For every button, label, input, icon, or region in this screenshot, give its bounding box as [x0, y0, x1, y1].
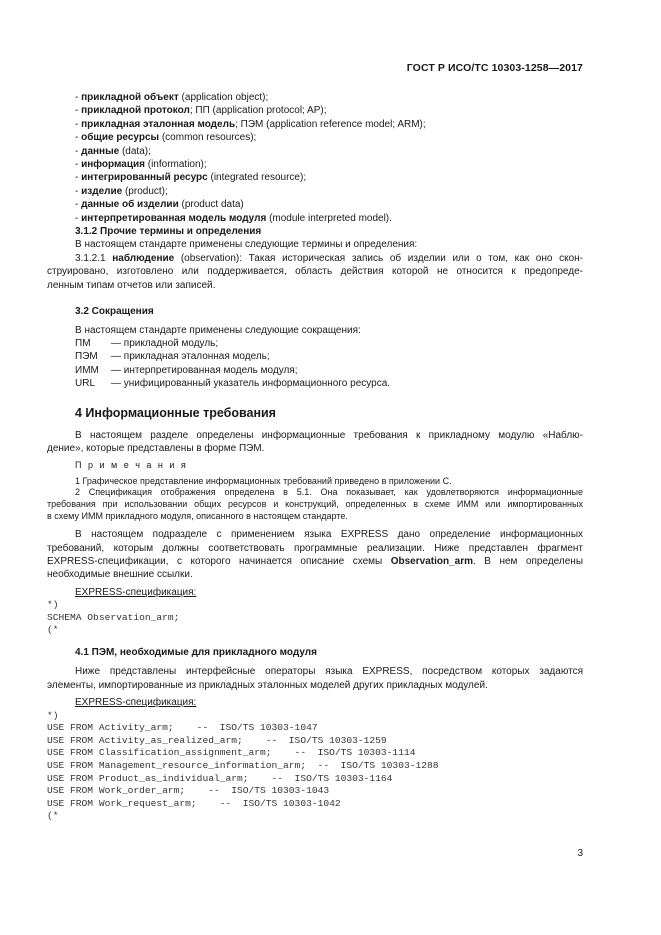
term-dash: - [75, 145, 82, 157]
section-4-p1-line2: дение», которые представлены в форме ПЭМ. [47, 442, 265, 454]
term-name: информация [81, 159, 145, 171]
term-dash: - [75, 199, 82, 211]
term-translation: (common resources); [159, 132, 257, 144]
term-dash: - [75, 105, 82, 117]
code-line: USE FROM Management_resource_information_arm; -- ISO/TS 10303-1288 [47, 759, 439, 771]
term-name: прикладная эталонная модель [81, 118, 236, 130]
abbreviation-item [47, 364, 583, 377]
terms-list [47, 91, 583, 225]
abbreviation-code: URL [75, 378, 96, 390]
schema-name: Observation_arm [390, 555, 473, 567]
code-line: USE FROM Work_order_arm; -- ISO/TS 10303-1043 [47, 785, 330, 797]
term-item [47, 118, 583, 131]
definition-line-1 [47, 252, 583, 265]
term-name: данные об изделии [81, 199, 179, 211]
abbreviation-text: — интерпретированная модель модуля; [111, 364, 298, 376]
abbreviation-item [47, 377, 583, 390]
code-line: USE FROM Activity_arm; -- ISO/TS 10303-1047 [47, 722, 318, 734]
code-line: USE FROM Classification_assignment_arm; -- ISO/TS 10303-1114 [47, 747, 416, 759]
page-content [47, 91, 583, 823]
code-line: *) [47, 599, 59, 611]
term-item [47, 91, 583, 104]
express-spec-label-2: EXPRESS-спецификация: [75, 697, 197, 709]
abbreviation-item [47, 350, 583, 363]
abbreviation-item [47, 337, 583, 350]
definition-line-2: струировано, изготовлено или поддерживается, область действия которой не относится к предопреде- [47, 266, 583, 278]
abbreviation-list [47, 337, 583, 391]
code-line: USE FROM Work_request_arm; -- ISO/TS 10303-1042 [47, 797, 341, 809]
term-name: интерпретированная модель модуля [81, 212, 267, 224]
definition-number: 3.1.2.1 [75, 252, 106, 264]
term-item [47, 158, 583, 171]
notes-title: П р и м е ч а н и я [75, 460, 188, 471]
term-translation: (information); [144, 159, 207, 171]
term-dash: - [75, 172, 82, 184]
abbreviation-code: ПМ [75, 337, 91, 349]
term-translation: ; ПЭМ (application reference model; ARM); [235, 118, 426, 130]
note-1: 1 Графическое представление информационных требований приведено в приложении С. [75, 475, 452, 486]
term-dash: - [75, 132, 82, 144]
section-4-title: 4 Информационные требования [75, 405, 276, 420]
section-4-1-title: 4.1 ПЭМ, необходимые для прикладного модуля [75, 646, 317, 658]
term-item [47, 212, 583, 225]
express-code-block-2 [47, 710, 583, 823]
section-4-1-p-line1: Ниже представлены интерфейсные операторы языка EXPRESS, посредством которых задаются [75, 666, 583, 678]
term-translation: (application object); [178, 92, 269, 103]
code-line: SCHEMA Observation_arm; [47, 611, 180, 623]
definition-term: наблюдение [112, 252, 175, 264]
term-name: прикладной протокол [81, 105, 190, 117]
term-name: прикладной объект [81, 92, 179, 103]
code-line: USE FROM Product_as_individual_arm; -- ISO/TS 10303-1164 [47, 772, 393, 784]
standard-header: ГОСТ Р ИСО/ТС 10303-1258—2017 [406, 62, 583, 74]
express-spec-label-1: EXPRESS-спецификация: [75, 586, 197, 598]
express-code-block-1 [47, 599, 583, 637]
section-4-p2-line1: В настоящем подразделе с применением языка EXPRESS дано определение информационных [75, 529, 583, 541]
note-2-line3: в схему ИММ прикладного модуля, описанного в настоящем стандарте. [47, 510, 348, 521]
abbreviation-code: ПЭМ [75, 351, 98, 363]
term-translation: (product); [122, 185, 168, 197]
term-name: изделие [81, 185, 123, 197]
section-4-p2-line4: необходимые внешние ссылки. [47, 569, 193, 581]
term-dash: - [75, 118, 82, 130]
section-3-2-intro: В настоящем стандарте применены следующие сокращения: [75, 324, 361, 336]
term-item [47, 131, 583, 144]
note-2-line2: требования при использовании общих ресурсов и конструкций, определенных в схеме ИММ или импортированных [47, 498, 583, 509]
term-dash: - [75, 92, 82, 103]
p2-text-c: . В нем определены [473, 555, 584, 567]
term-dash: - [75, 159, 82, 171]
section-3-1-2-intro: В настоящем стандарте применены следующие термины и определения: [75, 239, 418, 251]
section-4-1-p-line2: элементы, импортированные из прикладных эталонных моделей других прикладных модулей. [47, 679, 488, 691]
term-name: общие ресурсы [81, 132, 160, 144]
code-line: (* [47, 624, 59, 636]
code-line: *) [47, 709, 59, 721]
term-item [47, 104, 583, 117]
term-translation: (data); [119, 145, 151, 157]
section-4-p2-line2: требований, которым должны соответствовать программные реализации. Ниже представлен фрагмент [47, 542, 583, 554]
term-name: данные [81, 145, 120, 157]
term-item [47, 171, 583, 184]
section-4-p1-line1: В настоящем разделе определены информационные требования к прикладному модулю «Наблю- [75, 429, 583, 441]
term-translation: (product data) [178, 199, 244, 211]
section-3-2-title: 3.2 Сокращения [75, 306, 154, 318]
term-item [47, 145, 583, 158]
definition-text: (observation): Такая историческая запись об изделии или о том, как оно скон- [174, 252, 584, 264]
code-line: USE FROM Activity_as_realized_arm; -- ISO/TS 10303-1259 [47, 734, 387, 746]
term-dash: - [75, 185, 82, 197]
term-item [47, 198, 583, 211]
code-line: (* [47, 810, 59, 822]
p2-text-a: EXPRESS-спецификации, с которого начинается описание схемы [47, 555, 391, 567]
note-2-line1: 2 Спецификация отображения определена в 5.1. Она показывает, как удовлетворяются информационные [75, 487, 583, 498]
definition-line-3: ленным типам отчетов или записей. [47, 279, 216, 291]
term-translation: (module interpreted model). [266, 212, 392, 224]
term-name: интегрированный ресурс [81, 172, 208, 184]
term-item [47, 185, 583, 198]
term-dash: - [75, 212, 82, 224]
term-translation: ; ПП (application protocol; AP); [189, 105, 327, 117]
abbreviation-text: — прикладной модуль; [111, 337, 219, 349]
term-translation: (integrated resource); [207, 172, 307, 184]
abbreviation-text: — унифицированный указатель информационного ресурса. [111, 378, 391, 390]
section-3-1-2-title: 3.1.2 Прочие термины и определения [75, 226, 262, 238]
abbreviation-code: ИММ [75, 364, 99, 376]
abbreviation-text: — прикладная эталонная модель; [111, 351, 270, 363]
page-number: 3 [577, 848, 583, 859]
section-4-p2-line3 [47, 555, 583, 568]
